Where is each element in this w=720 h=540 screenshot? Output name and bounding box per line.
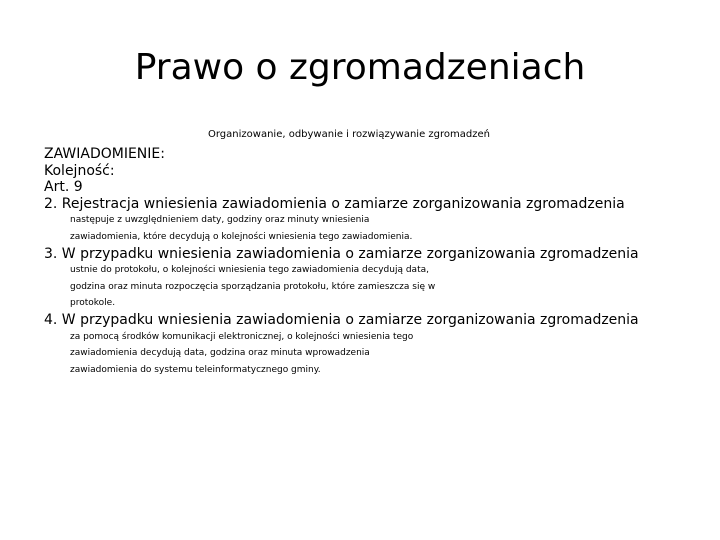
order-label: Kolejność: <box>44 162 115 179</box>
section-heading: ZAWIADOMIENIE: <box>44 146 165 162</box>
article-label: Art. 9 <box>44 179 83 196</box>
item-line: zawiadomienia do systemu teleinformatycznego gminy. <box>70 364 321 375</box>
item-line: za pomocą środków komunikacji elektronicznej, o kolejności wniesienia tego <box>70 331 414 342</box>
item-line: 4. W przypadku wniesienia zawiadomienia o zamiarze zorganizowania zgromadzenia <box>44 311 639 328</box>
item-line: 2. Rejestracja wniesienia zawiadomienia o zamiarze zorganizowania zgromadzenia <box>44 195 625 212</box>
item-line: zawiadomienia decydują data, godzina oraz minuta wprowadzenia <box>70 348 370 359</box>
item-line: protokole. <box>70 298 116 309</box>
item-line: 3. W przypadku wniesienia zawiadomienia o zamiarze zorganizowania zgromadzenia <box>44 245 639 262</box>
item-line: następuje z uwzględnieniem daty, godziny oraz minuty wniesienia <box>70 215 370 226</box>
item-line: ustnie do protokołu, o kolejności wniesienia tego zawiadomienia decydują data, <box>70 265 429 276</box>
slide-subtitle: Organizowanie, odbywanie i rozwiązywanie zgromadzeń <box>208 129 490 140</box>
list-item-2 <box>44 196 674 246</box>
item-line: zawiadomienia, które decydują o kolejności wniesienia tego zawiadomienia. <box>70 231 413 242</box>
slide-title: Prawo o zgromadzeniach <box>134 47 586 88</box>
list-item-4 <box>44 312 674 378</box>
item-line: godzina oraz minuta rozpoczęcia sporządzania protokołu, które zamieszcza się w <box>70 281 436 292</box>
list-item-3 <box>44 246 674 312</box>
slide-body <box>44 146 674 378</box>
